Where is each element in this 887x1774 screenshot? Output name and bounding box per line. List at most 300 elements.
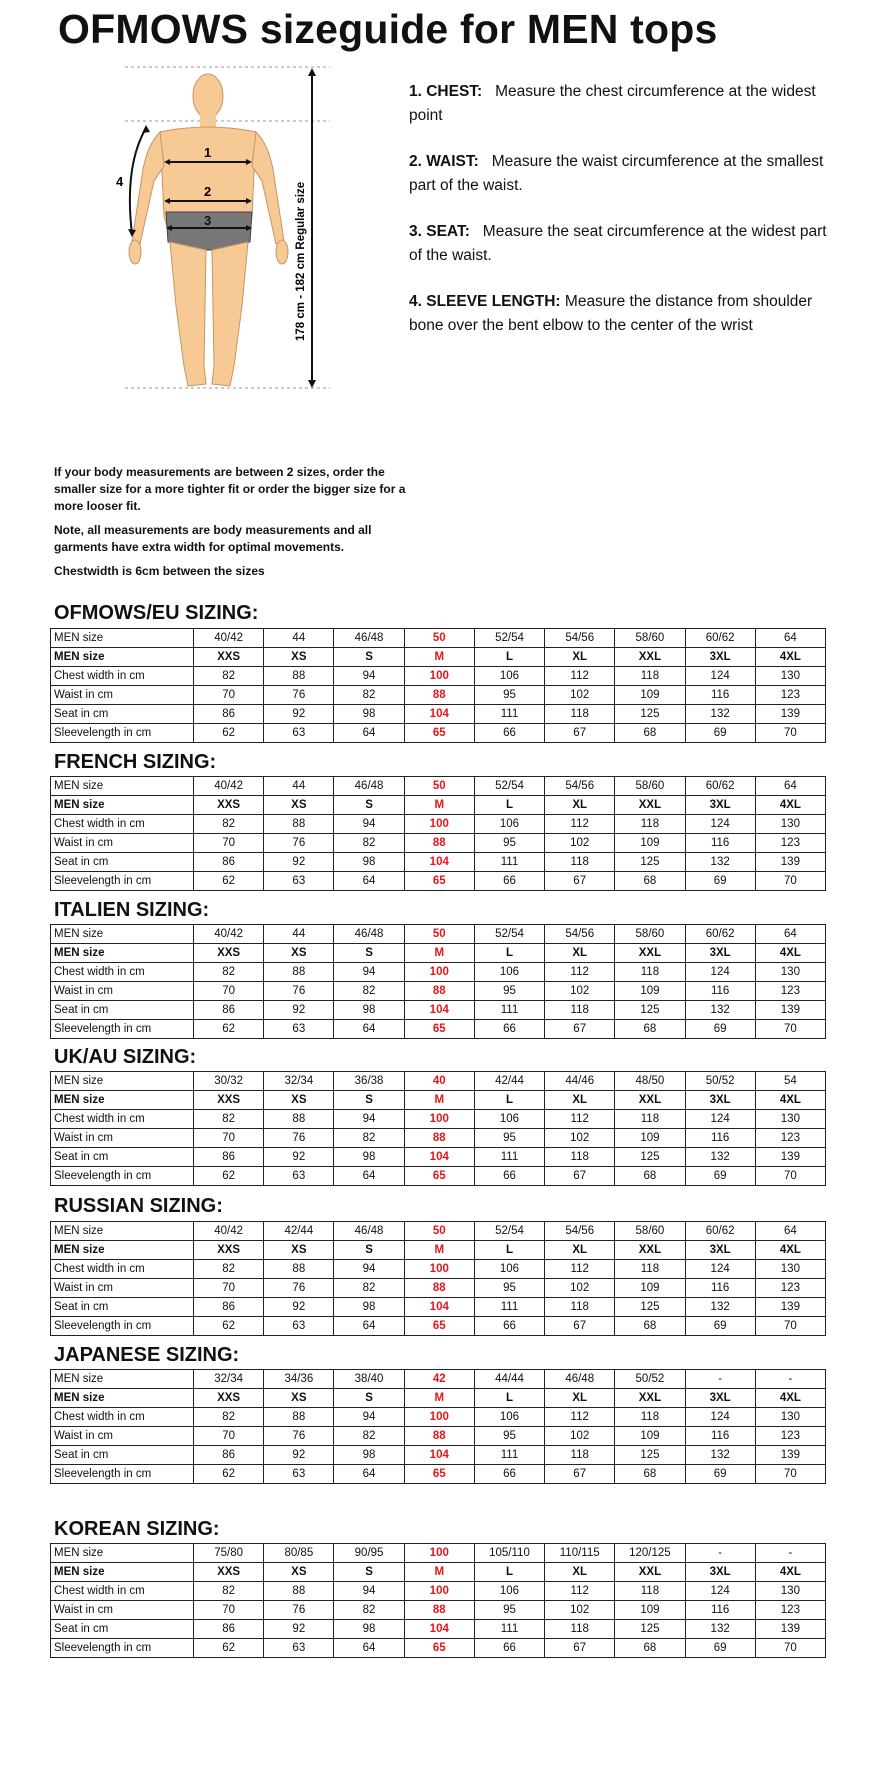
row-label: Waist in cm [51, 1279, 194, 1298]
table-cell: 130 [755, 1260, 825, 1279]
table-cell: 70 [194, 982, 264, 1001]
section-title: KOREAN SIZING: [54, 1518, 220, 1540]
table-row [51, 796, 826, 815]
table-cell: 64 [755, 777, 825, 796]
table-cell: 111 [474, 705, 544, 724]
table-cell: 3XL [685, 1563, 755, 1582]
table-row [51, 1465, 826, 1484]
table-cell: 118 [545, 1001, 615, 1020]
table-cell: M [404, 1091, 474, 1110]
section-title: OFMOWS/EU SIZING: [54, 602, 259, 624]
row-label: MEN size [51, 1544, 194, 1563]
table-cell: 109 [615, 834, 685, 853]
table-cell: 102 [545, 1129, 615, 1148]
table-cell: 44 [264, 629, 334, 648]
table-cell: 50/52 [615, 1370, 685, 1389]
table-cell: 112 [545, 1408, 615, 1427]
table-cell: 70 [194, 834, 264, 853]
table-cell: 109 [615, 1279, 685, 1298]
size-table [50, 776, 826, 891]
table-row [51, 834, 826, 853]
table-cell: 123 [755, 1601, 825, 1620]
table-cell: 52/54 [474, 629, 544, 648]
table-row [51, 1370, 826, 1389]
table-cell: 125 [615, 1148, 685, 1167]
table-cell: S [334, 944, 404, 963]
table-cell: 69 [685, 1020, 755, 1039]
table-cell: 64 [334, 872, 404, 891]
table-cell: 118 [615, 1110, 685, 1129]
table-row [51, 982, 826, 1001]
table-cell: S [334, 1563, 404, 1582]
table-cell: 3XL [685, 1241, 755, 1260]
table-cell: 66 [474, 1167, 544, 1186]
table-cell: 65 [404, 1639, 474, 1658]
table-cell: XS [264, 944, 334, 963]
table-cell: 68 [615, 724, 685, 743]
table-cell: 139 [755, 705, 825, 724]
size-table [50, 1543, 826, 1658]
table-cell: 70 [755, 1465, 825, 1484]
table-row [51, 1446, 826, 1465]
row-label: Sleevelength in cm [51, 1465, 194, 1484]
table-cell: 63 [264, 1465, 334, 1484]
table-cell: 54/56 [545, 1222, 615, 1241]
table-cell: 58/60 [615, 629, 685, 648]
table-cell: XL [545, 796, 615, 815]
table-cell: L [474, 1389, 544, 1408]
table-cell: 62 [194, 1465, 264, 1484]
table-cell: 112 [545, 667, 615, 686]
table-cell: 82 [194, 815, 264, 834]
table-cell: 76 [264, 1129, 334, 1148]
table-cell: 94 [334, 963, 404, 982]
table-cell: 94 [334, 815, 404, 834]
row-label: Chest width in cm [51, 815, 194, 834]
table-cell: 110/115 [545, 1544, 615, 1563]
table-cell: 130 [755, 667, 825, 686]
table-cell: 65 [404, 724, 474, 743]
row-label: Waist in cm [51, 686, 194, 705]
table-cell: 60/62 [685, 925, 755, 944]
row-label: Seat in cm [51, 853, 194, 872]
table-cell: 76 [264, 1601, 334, 1620]
table-cell: XS [264, 1241, 334, 1260]
table-cell: XL [545, 1389, 615, 1408]
table-cell: 102 [545, 1427, 615, 1446]
table-cell: 102 [545, 982, 615, 1001]
table-row [51, 1620, 826, 1639]
table-row [51, 724, 826, 743]
table-cell: 63 [264, 724, 334, 743]
table-cell: 94 [334, 1110, 404, 1129]
table-cell: 70 [755, 1167, 825, 1186]
table-cell: 86 [194, 1001, 264, 1020]
table-cell: 46/48 [334, 629, 404, 648]
table-cell: 82 [334, 1279, 404, 1298]
table-cell: 109 [615, 1601, 685, 1620]
table-row [51, 1020, 826, 1039]
table-cell: XXL [615, 796, 685, 815]
table-cell: 66 [474, 1639, 544, 1658]
table-cell: 86 [194, 1298, 264, 1317]
row-label: Chest width in cm [51, 1110, 194, 1129]
table-cell: S [334, 796, 404, 815]
table-cell: 125 [615, 1298, 685, 1317]
size-table [50, 1071, 826, 1186]
table-cell: 42/44 [264, 1222, 334, 1241]
table-cell: 64 [334, 1020, 404, 1039]
table-cell: 139 [755, 1298, 825, 1317]
note-chestwidth: Chestwidth is 6cm between the sizes [54, 564, 265, 578]
table-cell: 112 [545, 815, 615, 834]
table-cell: 88 [404, 1129, 474, 1148]
table-cell: 132 [685, 705, 755, 724]
table-cell: 125 [615, 1446, 685, 1465]
table-cell: 82 [334, 982, 404, 1001]
table-cell: 98 [334, 853, 404, 872]
row-label: Waist in cm [51, 834, 194, 853]
table-cell: 98 [334, 1446, 404, 1465]
table-cell: 109 [615, 1129, 685, 1148]
table-row [51, 1167, 826, 1186]
row-label: Chest width in cm [51, 963, 194, 982]
table-cell: XXS [194, 944, 264, 963]
table-cell: M [404, 1241, 474, 1260]
table-cell: 124 [685, 963, 755, 982]
table-cell: 109 [615, 982, 685, 1001]
row-label: Chest width in cm [51, 667, 194, 686]
table-cell: 92 [264, 1148, 334, 1167]
table-cell: 62 [194, 1317, 264, 1336]
table-cell: 118 [545, 1148, 615, 1167]
table-cell: 3XL [685, 1091, 755, 1110]
table-row [51, 1110, 826, 1129]
table-cell: 109 [615, 686, 685, 705]
table-row [51, 1639, 826, 1658]
table-cell: 42 [404, 1370, 474, 1389]
table-cell: 68 [615, 1465, 685, 1484]
table-cell: 88 [404, 686, 474, 705]
table-cell: 64 [334, 724, 404, 743]
table-cell: 104 [404, 1148, 474, 1167]
table-cell: 88 [264, 1408, 334, 1427]
table-cell: 118 [545, 1298, 615, 1317]
table-cell: 40/42 [194, 1222, 264, 1241]
table-cell: XS [264, 648, 334, 667]
table-cell: 82 [194, 1110, 264, 1129]
table-cell: 67 [545, 1317, 615, 1336]
table-cell: 88 [264, 1110, 334, 1129]
instruction-seat: 3. SEAT: Measure the seat circumference at the widest part of the waist. [409, 223, 827, 264]
table-cell: 118 [545, 1620, 615, 1639]
table-cell: 4XL [755, 1241, 825, 1260]
table-cell: 3XL [685, 1389, 755, 1408]
row-label: Seat in cm [51, 1298, 194, 1317]
table-cell: 124 [685, 1260, 755, 1279]
row-label: Waist in cm [51, 1129, 194, 1148]
table-cell: 94 [334, 1260, 404, 1279]
table-cell: XXL [615, 1241, 685, 1260]
table-cell: 88 [264, 1582, 334, 1601]
section-title: ITALIEN SIZING: [54, 899, 210, 921]
row-label: Sleevelength in cm [51, 872, 194, 891]
table-cell: XS [264, 1091, 334, 1110]
table-cell: 124 [685, 1582, 755, 1601]
table-cell: 124 [685, 667, 755, 686]
table-cell: 54/56 [545, 629, 615, 648]
table-cell: 98 [334, 1148, 404, 1167]
row-label: Seat in cm [51, 1148, 194, 1167]
table-cell: 106 [474, 1408, 544, 1427]
table-cell: 116 [685, 1427, 755, 1446]
table-cell: 88 [404, 982, 474, 1001]
table-cell: XL [545, 648, 615, 667]
table-cell: 63 [264, 1167, 334, 1186]
table-cell: 65 [404, 872, 474, 891]
table-cell: 67 [545, 1020, 615, 1039]
row-label: MEN size [51, 1072, 194, 1091]
table-cell: 104 [404, 1001, 474, 1020]
measurement-instructions [409, 80, 829, 360]
table-cell: 123 [755, 982, 825, 1001]
table-cell: 4XL [755, 648, 825, 667]
table-cell: 65 [404, 1317, 474, 1336]
table-cell: 92 [264, 1620, 334, 1639]
table-row [51, 1298, 826, 1317]
table-cell: 100 [404, 1408, 474, 1427]
table-cell: 64 [755, 629, 825, 648]
table-cell: S [334, 1241, 404, 1260]
table-cell: 88 [264, 1260, 334, 1279]
table-row [51, 777, 826, 796]
table-cell: 88 [404, 1279, 474, 1298]
row-label: Sleevelength in cm [51, 1020, 194, 1039]
table-cell: 88 [264, 963, 334, 982]
size-table [50, 924, 826, 1039]
table-cell: XXS [194, 796, 264, 815]
table-cell: XS [264, 796, 334, 815]
table-cell: 50/52 [685, 1072, 755, 1091]
table-cell: 3XL [685, 944, 755, 963]
table-row [51, 853, 826, 872]
table-cell: 46/48 [334, 777, 404, 796]
table-cell: 130 [755, 815, 825, 834]
table-cell: XXS [194, 1091, 264, 1110]
table-cell: XXL [615, 1091, 685, 1110]
table-cell: 98 [334, 705, 404, 724]
table-cell: XS [264, 1563, 334, 1582]
table-cell: 62 [194, 1167, 264, 1186]
table-cell: 86 [194, 1620, 264, 1639]
table-cell: 139 [755, 1446, 825, 1465]
table-cell: L [474, 796, 544, 815]
table-cell: 88 [264, 815, 334, 834]
table-cell: 40 [404, 1072, 474, 1091]
table-cell: 118 [615, 963, 685, 982]
fit-notes [54, 464, 424, 587]
table-row [51, 872, 826, 891]
table-cell: 68 [615, 1167, 685, 1186]
table-cell: 52/54 [474, 925, 544, 944]
table-cell: 67 [545, 1167, 615, 1186]
table-cell: 66 [474, 724, 544, 743]
table-cell: 38/40 [334, 1370, 404, 1389]
table-cell: 67 [545, 1465, 615, 1484]
table-cell: L [474, 944, 544, 963]
table-cell: 70 [755, 872, 825, 891]
table-cell: 112 [545, 963, 615, 982]
table-cell: 106 [474, 1582, 544, 1601]
table-cell: 95 [474, 1279, 544, 1298]
table-cell: 120/125 [615, 1544, 685, 1563]
table-row [51, 1241, 826, 1260]
table-cell: 30/32 [194, 1072, 264, 1091]
table-cell: 125 [615, 1620, 685, 1639]
table-cell: 82 [334, 686, 404, 705]
table-cell: 65 [404, 1020, 474, 1039]
table-cell: XXS [194, 1241, 264, 1260]
table-cell: 124 [685, 1408, 755, 1427]
table-cell: 46/48 [545, 1370, 615, 1389]
table-cell: 76 [264, 1427, 334, 1446]
table-cell: XL [545, 1091, 615, 1110]
table-row [51, 1148, 826, 1167]
table-cell: 95 [474, 834, 544, 853]
table-cell: XXS [194, 1563, 264, 1582]
table-cell: M [404, 944, 474, 963]
table-cell: L [474, 1091, 544, 1110]
table-cell: 111 [474, 1001, 544, 1020]
table-cell: 4XL [755, 1563, 825, 1582]
section-title: FRENCH SIZING: [54, 751, 217, 773]
table-cell: XL [545, 944, 615, 963]
row-label: Sleevelength in cm [51, 1167, 194, 1186]
table-cell: 94 [334, 1408, 404, 1427]
table-cell: 94 [334, 1582, 404, 1601]
table-row [51, 629, 826, 648]
table-cell: 98 [334, 1001, 404, 1020]
table-cell: 82 [194, 1260, 264, 1279]
table-cell: 116 [685, 1129, 755, 1148]
table-cell: 92 [264, 1298, 334, 1317]
table-cell: 111 [474, 853, 544, 872]
table-cell: 40/42 [194, 777, 264, 796]
table-cell: 139 [755, 1001, 825, 1020]
table-cell: XL [545, 1241, 615, 1260]
table-cell: 63 [264, 1639, 334, 1658]
table-cell: 58/60 [615, 1222, 685, 1241]
table-cell: 116 [685, 982, 755, 1001]
table-cell: 123 [755, 834, 825, 853]
table-row [51, 815, 826, 834]
table-cell: 125 [615, 1001, 685, 1020]
table-cell: 70 [194, 1129, 264, 1148]
row-label: MEN size [51, 796, 194, 815]
table-cell: 132 [685, 1001, 755, 1020]
table-cell: 106 [474, 1260, 544, 1279]
table-cell: 63 [264, 1020, 334, 1039]
table-cell: 50 [404, 925, 474, 944]
table-cell: 102 [545, 1601, 615, 1620]
table-cell: S [334, 1091, 404, 1110]
table-cell: 82 [194, 667, 264, 686]
table-cell: 106 [474, 667, 544, 686]
table-cell: 60/62 [685, 1222, 755, 1241]
table-cell: 92 [264, 705, 334, 724]
table-cell: 63 [264, 872, 334, 891]
table-cell: 130 [755, 1408, 825, 1427]
table-cell: XS [264, 1389, 334, 1408]
table-cell: 106 [474, 815, 544, 834]
table-cell: 64 [334, 1639, 404, 1658]
table-cell: 118 [615, 815, 685, 834]
row-label: MEN size [51, 1222, 194, 1241]
table-cell: XXL [615, 1563, 685, 1582]
table-cell: - [755, 1544, 825, 1563]
size-table [50, 1221, 826, 1336]
row-label: Sleevelength in cm [51, 1317, 194, 1336]
table-cell: 58/60 [615, 777, 685, 796]
table-cell: 70 [755, 724, 825, 743]
table-cell: XL [545, 1563, 615, 1582]
row-label: MEN size [51, 925, 194, 944]
row-label: MEN size [51, 1241, 194, 1260]
table-cell: 132 [685, 1298, 755, 1317]
row-label: Waist in cm [51, 1427, 194, 1446]
table-cell: 48/50 [615, 1072, 685, 1091]
table-cell: 95 [474, 1601, 544, 1620]
marker-seat: 3 [204, 213, 212, 228]
table-cell: 66 [474, 1465, 544, 1484]
row-label: MEN size [51, 944, 194, 963]
table-cell: 116 [685, 1601, 755, 1620]
table-cell: 70 [194, 1279, 264, 1298]
table-cell: 94 [334, 667, 404, 686]
table-cell: 69 [685, 1167, 755, 1186]
table-cell: 54/56 [545, 925, 615, 944]
table-cell: XXS [194, 648, 264, 667]
table-cell: XXS [194, 1389, 264, 1408]
table-cell: 123 [755, 1279, 825, 1298]
table-cell: 82 [334, 834, 404, 853]
table-cell: M [404, 1563, 474, 1582]
table-cell: 106 [474, 1110, 544, 1129]
table-cell: 44 [264, 925, 334, 944]
table-row [51, 944, 826, 963]
table-cell: 132 [685, 1620, 755, 1639]
table-cell: 76 [264, 982, 334, 1001]
table-cell: XXL [615, 1389, 685, 1408]
table-cell: 67 [545, 872, 615, 891]
table-cell: 36/38 [334, 1072, 404, 1091]
table-row [51, 1544, 826, 1563]
table-cell: 104 [404, 1446, 474, 1465]
table-cell: L [474, 1563, 544, 1582]
row-label: Chest width in cm [51, 1408, 194, 1427]
table-cell: 69 [685, 1317, 755, 1336]
table-cell: 100 [404, 667, 474, 686]
table-cell: 64 [755, 1222, 825, 1241]
table-cell: S [334, 648, 404, 667]
table-cell: 60/62 [685, 777, 755, 796]
table-cell: 100 [404, 1544, 474, 1563]
table-cell: 46/48 [334, 925, 404, 944]
table-cell: 98 [334, 1620, 404, 1639]
table-cell: 102 [545, 686, 615, 705]
table-cell: 67 [545, 724, 615, 743]
table-row [51, 1601, 826, 1620]
